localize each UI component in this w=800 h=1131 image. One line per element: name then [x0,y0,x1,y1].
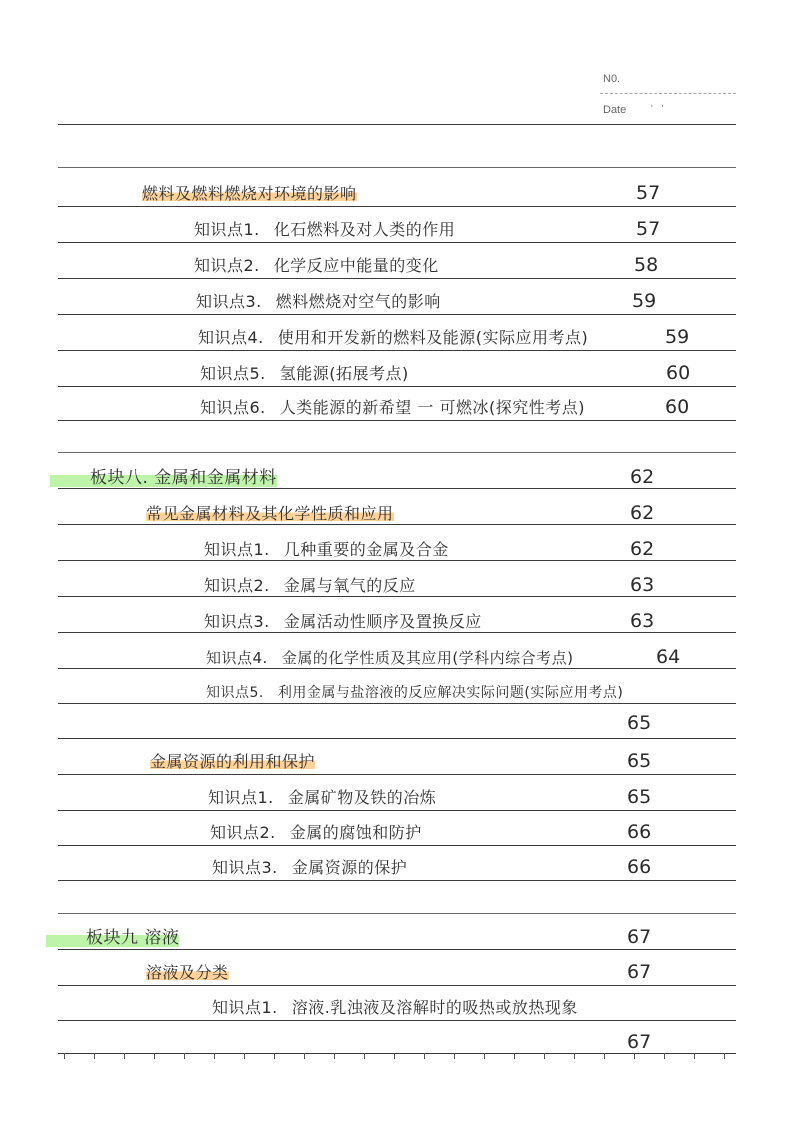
tick-mark [484,1053,485,1059]
tick-mark [64,1053,65,1059]
entry-label: 知识点2. [204,576,270,595]
entry-label: 知识点1. [194,220,260,239]
ruled-line [58,242,736,243]
tick-mark [634,1053,635,1059]
page-number: 65 [627,750,652,772]
tick-mark [184,1053,185,1059]
toc-entry [204,576,416,596]
ruled-line [58,167,736,168]
entry-title: 燃料燃烧对空气的影响 [275,292,441,311]
section-heading [150,752,315,772]
ruled-line [58,985,736,986]
section-heading [146,504,394,524]
toc-entry [210,823,422,843]
section-title: 燃料及燃料燃烧对环境的影响 [142,184,357,203]
page-number: 60 [665,396,690,418]
entry-title: 利用金属与盐溶液的反应解决实际问题(实际应用考点) [277,685,624,701]
toc-entry [208,788,436,808]
ruled-line [58,632,736,633]
page-number: 58 [634,254,659,276]
section-title: 金属资源的利用和保护 [150,752,316,771]
ruled-line [58,524,736,525]
block-heading [90,468,277,488]
tick-mark [454,1053,455,1059]
bottom-tick-row [58,1053,736,1059]
entry-label: 知识点1. [212,998,278,1017]
section-heading [146,963,229,983]
tick-mark [304,1053,305,1059]
section-title: 常见金属材料及其化学性质和应用 [146,504,394,523]
section-title: 溶液及分类 [146,963,229,982]
ruled-line [58,314,736,315]
entry-title: 人类能源的新希望 一 可燃冰(探究性考点) [279,398,585,417]
entry-title: 金属的化学性质及其应用(学科内综合考点) [281,649,574,667]
toc-entry [198,328,588,348]
block-heading [86,928,179,948]
page-number: 67 [627,961,652,983]
entry-title: 金属与氧气的反应 [283,576,416,595]
section-heading [142,184,357,204]
tick-mark [604,1053,605,1059]
entry-label: 知识点1. [204,540,270,559]
tick-mark [514,1053,515,1059]
page-number: 57 [636,218,661,240]
entry-label: 知识点1. [208,788,274,807]
entry-title: 金属活动性顺序及置换反应 [283,612,482,631]
ruled-line [58,386,736,387]
tick-mark [274,1053,275,1059]
entry-label: 知识点4. [198,328,264,347]
page-number: 57 [636,182,661,204]
toc-entry [206,648,574,668]
no-label: N0. [603,73,621,85]
tick-mark [664,1053,665,1059]
block-title: 板块八. 金属和金属材料 [50,468,277,488]
entry-title: 溶液.乳浊液及溶解时的吸热或放热现象 [291,998,578,1017]
ruled-line [58,560,736,561]
page-number: 67 [627,1031,652,1053]
tick-mark [544,1053,545,1059]
tick-mark [154,1053,155,1059]
no-underline [600,93,736,94]
entry-label: 知识点5. [200,364,266,383]
ruled-line [58,738,736,739]
ruled-line [58,1020,736,1021]
ruled-line [58,845,736,846]
ruled-line [58,124,736,125]
ruled-line [58,913,736,914]
tick-mark [724,1053,725,1059]
toc-entry [212,998,578,1018]
toc-entry [204,540,449,560]
ruled-line [58,452,736,453]
tick-mark [364,1053,365,1059]
entry-label: 知识点3. [212,858,278,877]
tick-mark [574,1053,575,1059]
date-label: Date [603,104,627,116]
ruled-line [58,668,736,669]
page-number: 65 [627,786,652,808]
page-number: 60 [666,362,691,384]
tick-mark [424,1053,425,1059]
ruled-line [58,774,736,775]
page-number: 66 [627,856,652,878]
tick-mark [334,1053,335,1059]
entry-title: 使用和开发新的燃料及能源(实际应用考点) [277,328,589,347]
page-number: 65 [627,712,652,734]
tick-mark [94,1053,95,1059]
toc-entry [196,292,441,312]
toc-entry [194,256,439,276]
tick-mark [124,1053,125,1059]
entry-label: 知识点5. [206,685,264,701]
entry-title: 几种重要的金属及合金 [283,540,449,559]
tick-mark [244,1053,245,1059]
page-number: 66 [627,821,652,843]
entry-title: 金属矿物及铁的冶炼 [287,788,437,807]
entry-title: 化石燃料及对人类的作用 [273,220,456,239]
ruled-line [58,350,736,351]
ruled-line [58,703,736,704]
entry-title: 化学反应中能量的变化 [273,256,439,275]
tick-mark [394,1053,395,1059]
entry-label: 知识点2. [210,823,276,842]
toc-entry [200,364,409,384]
entry-label: 知识点4. [206,649,268,667]
toc-entry [206,683,623,703]
page-number: 62 [630,538,655,560]
ruled-line [58,278,736,279]
page-number: 63 [630,574,655,596]
page-number: 63 [630,610,655,632]
entry-label: 知识点2. [194,256,260,275]
ruled-line [58,488,736,489]
page-number: 64 [656,646,681,668]
entry-title: 金属资源的保护 [291,858,408,877]
entry-label: 知识点3. [196,292,262,311]
tick-mark [214,1053,215,1059]
toc-entry [200,398,585,418]
ruled-line [58,206,736,207]
tick-mark [694,1053,695,1059]
page-number: 67 [627,926,652,948]
entry-title: 金属的腐蚀和防护 [289,823,422,842]
entry-label: 知识点6. [200,398,266,417]
page-number: 59 [665,326,690,348]
ruled-line [58,880,736,881]
entry-title: 氢能源(拓展考点) [279,364,409,383]
page-number: 62 [630,502,655,524]
page-number: 62 [630,466,655,488]
date-dots: · · [650,100,667,112]
ruled-line [58,420,736,421]
ruled-line [58,596,736,597]
block-title: 板块九 溶液 [46,928,179,948]
toc-entry [194,220,455,240]
entry-label: 知识点3. [204,612,270,631]
ruled-line [58,949,736,950]
page-number: 59 [632,290,657,312]
toc-entry [204,612,482,632]
toc-entry [212,858,407,878]
ruled-line [58,810,736,811]
